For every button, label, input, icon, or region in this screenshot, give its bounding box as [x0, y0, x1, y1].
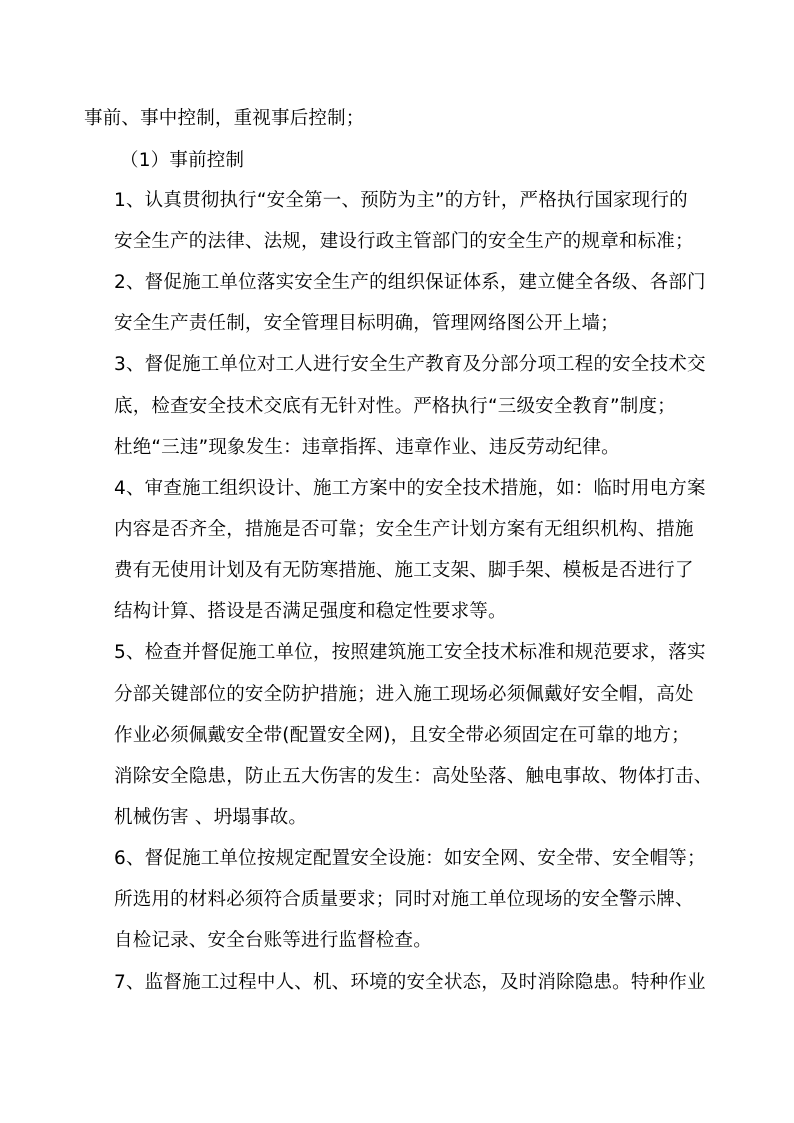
text-line-11: 内容是否齐全，措施是否可靠；安全生产计划方案有无组织机构、措施 — [114, 519, 694, 540]
text-line-12: 费有无使用计划及有无防寒措施、施工支架、脚手架、模板是否进行了 — [114, 560, 694, 581]
text-line-10: 4、审查施工组织设计、施工方案中的安全技术措施，如：临时用电方案 — [114, 478, 706, 499]
text-line-18: 机械伤害 、坍塌事故。 — [114, 807, 308, 828]
text-line-7: 3、督促施工单位对工人进行安全生产教育及分部分项工程的安全技术交 — [114, 354, 706, 375]
text-line-8: 底，检查安全技术交底有无针对性。严格执行“三级安全教育”制度； — [114, 396, 676, 417]
text-line-1: 事前、事中控制，重视事后控制； — [84, 108, 365, 129]
section-heading-pre-control: （1）事前控制 — [120, 150, 245, 171]
text-line-4: 安全生产的法律、法规，建设行政主管部门的安全生产的规章和标准； — [114, 231, 694, 252]
text-line-13: 结构计算、搭设是否满足强度和稳定性要求等。 — [114, 601, 507, 622]
text-line-6: 安全生产责任制，安全管理目标明确，管理网络图公开上墙； — [114, 313, 619, 334]
text-line-3: 1、认真贯彻执行“安全第一、预防为主”的方针，严格执行国家现行的 — [114, 190, 688, 211]
text-line-19: 6、督促施工单位按规定配置安全设施：如安全网、安全带、安全帽等； — [114, 848, 706, 869]
text-line-5: 2、督促施工单位落实安全生产的组织保证体系，建立健全各级、各部门 — [114, 272, 706, 293]
text-line-21: 自检记录、安全台账等进行监督检查。 — [114, 930, 432, 951]
text-line-14: 5、检查并督促施工单位，按照建筑施工安全技术标准和规范要求，落实 — [114, 642, 706, 663]
text-line-9: 杜绝“三违”现象发生：违章指挥、违章作业、违反劳动纪律。 — [114, 437, 620, 458]
text-line-22: 7、监督施工过程中人、机、环境的安全状态，及时消除隐患。特种作业 — [114, 972, 706, 993]
text-line-17: 消除安全隐患，防止五大伤害的发生：高处坠落、触电事故、物体打击、 — [114, 766, 713, 787]
text-line-16: 作业必须佩戴安全带(配置安全网)，且安全带必须固定在可靠的地方； — [114, 725, 690, 746]
text-line-15: 分部关键部位的安全防护措施；进入施工现场必须佩戴好安全帽，高处 — [114, 684, 694, 705]
text-line-20: 所选用的材料必须符合质量要求；同时对施工单位现场的安全警示牌、 — [114, 889, 694, 910]
